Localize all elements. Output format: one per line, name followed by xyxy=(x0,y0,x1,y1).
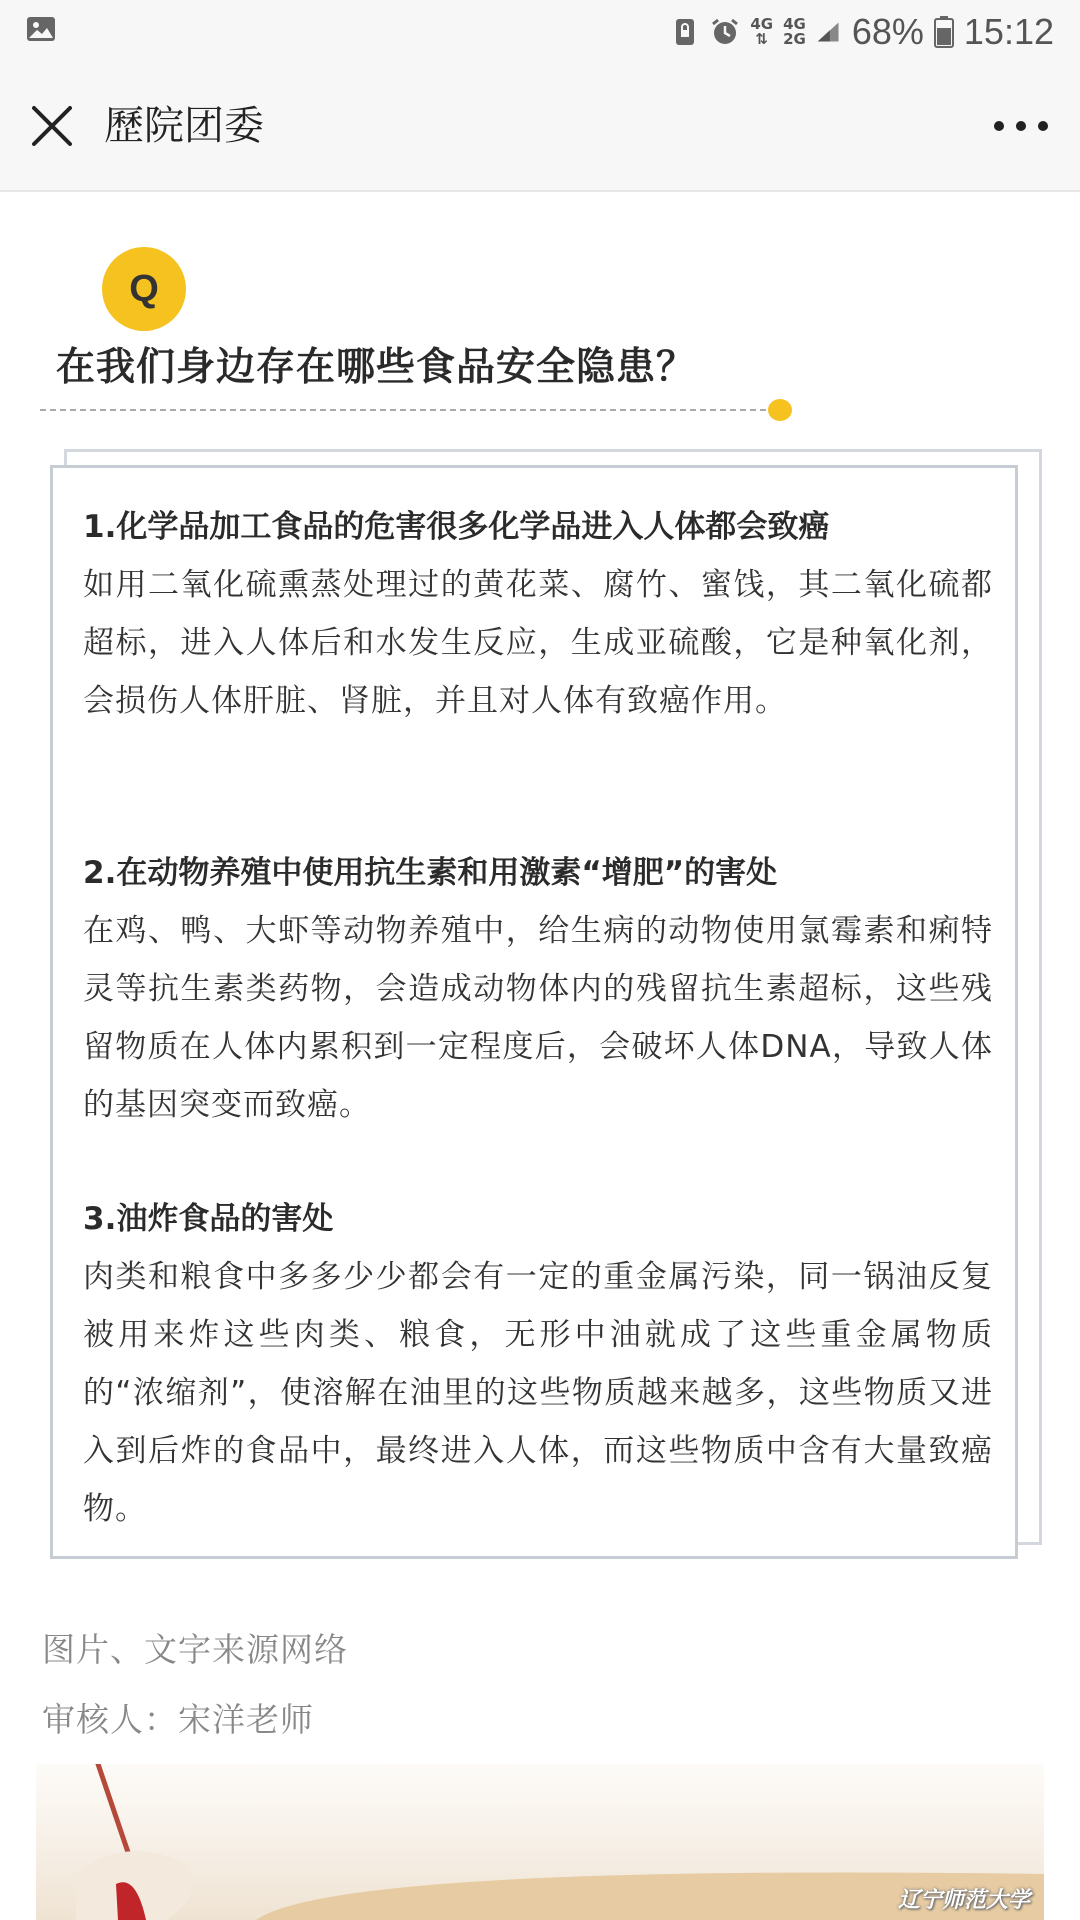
network-indicator-1: 4G ⇅ xyxy=(750,15,774,48)
answer-section-3 xyxy=(83,1190,993,1538)
section-title: 3.油炸食品的害处 xyxy=(83,1201,334,1237)
dashed-divider xyxy=(40,409,776,411)
page-title: 歷院团委 xyxy=(104,103,264,149)
section-title: 2.在动物养殖中使用抗生素和用激素“增肥”的害处 xyxy=(83,855,778,891)
answer-section-2 xyxy=(83,844,993,1134)
section-body: 在鸡、鸭、大虾等动物养殖中，给生病的动物使用氯霉素和痢特灵等抗生素类药物，会造成动物体内的残留抗生素超标，这些残留物质在人体内累积到一定程度后，会破坏人体DNA，导致人体的基因突变而致癌。 xyxy=(83,913,993,1123)
watermark: 辽宁师范大学 xyxy=(897,1888,1030,1913)
divider-dot xyxy=(768,399,792,421)
nav-bar xyxy=(0,62,1080,192)
gallery-notification-icon xyxy=(26,16,56,42)
battery-icon xyxy=(934,16,954,48)
article-image xyxy=(36,1764,1044,1920)
question-badge: Q xyxy=(102,247,186,331)
status-bar-right xyxy=(670,10,1054,54)
food-illustration xyxy=(36,1764,1044,1920)
section-body: 如用二氧化硫熏蒸处理过的黄花菜、腐竹、蜜饯，其二氧化硫都超标，进入人体后和水发生反应，生成亚硫酸，它是种氧化剂，会损伤人体肝脏、肾脏，并且对人体有致癌作用。 xyxy=(83,567,993,719)
close-icon[interactable] xyxy=(24,98,80,154)
more-options-icon[interactable] xyxy=(990,106,1052,146)
status-bar xyxy=(0,0,1080,62)
alarm-icon xyxy=(710,17,740,47)
battery-percent: 68% xyxy=(851,11,924,52)
signal-icon xyxy=(816,17,842,47)
answer-card xyxy=(50,465,1018,1559)
network-indicator-2: 4G 2G xyxy=(783,15,806,48)
source-note: 图片、文字来源网络 xyxy=(42,1630,348,1669)
data-arrows-icon: ⇅ xyxy=(755,30,768,48)
reviewer-note: 审核人：宋洋老师 xyxy=(42,1700,314,1739)
section-body: 肉类和粮食中多多少少都会有一定的重金属污染，同一锅油反复被用来炸这些肉类、粮食，无形中油就成了这些重金属物质的“浓缩剂”，使溶解在油里的这些物质越来越多，这些物质又进入到后炸的食品中，最终进入人体，而这些物质中含有大量致癌物。 xyxy=(83,1259,993,1527)
section-title: 1.化学品加工食品的危害很多化学品进入人体都会致癌 xyxy=(83,509,830,545)
question-heading: 在我们身边存在哪些食品安全隐患？ xyxy=(56,345,697,390)
answer-section-1 xyxy=(83,498,993,730)
clock: 15:12 xyxy=(963,11,1054,52)
phone-lock-icon xyxy=(670,17,700,47)
